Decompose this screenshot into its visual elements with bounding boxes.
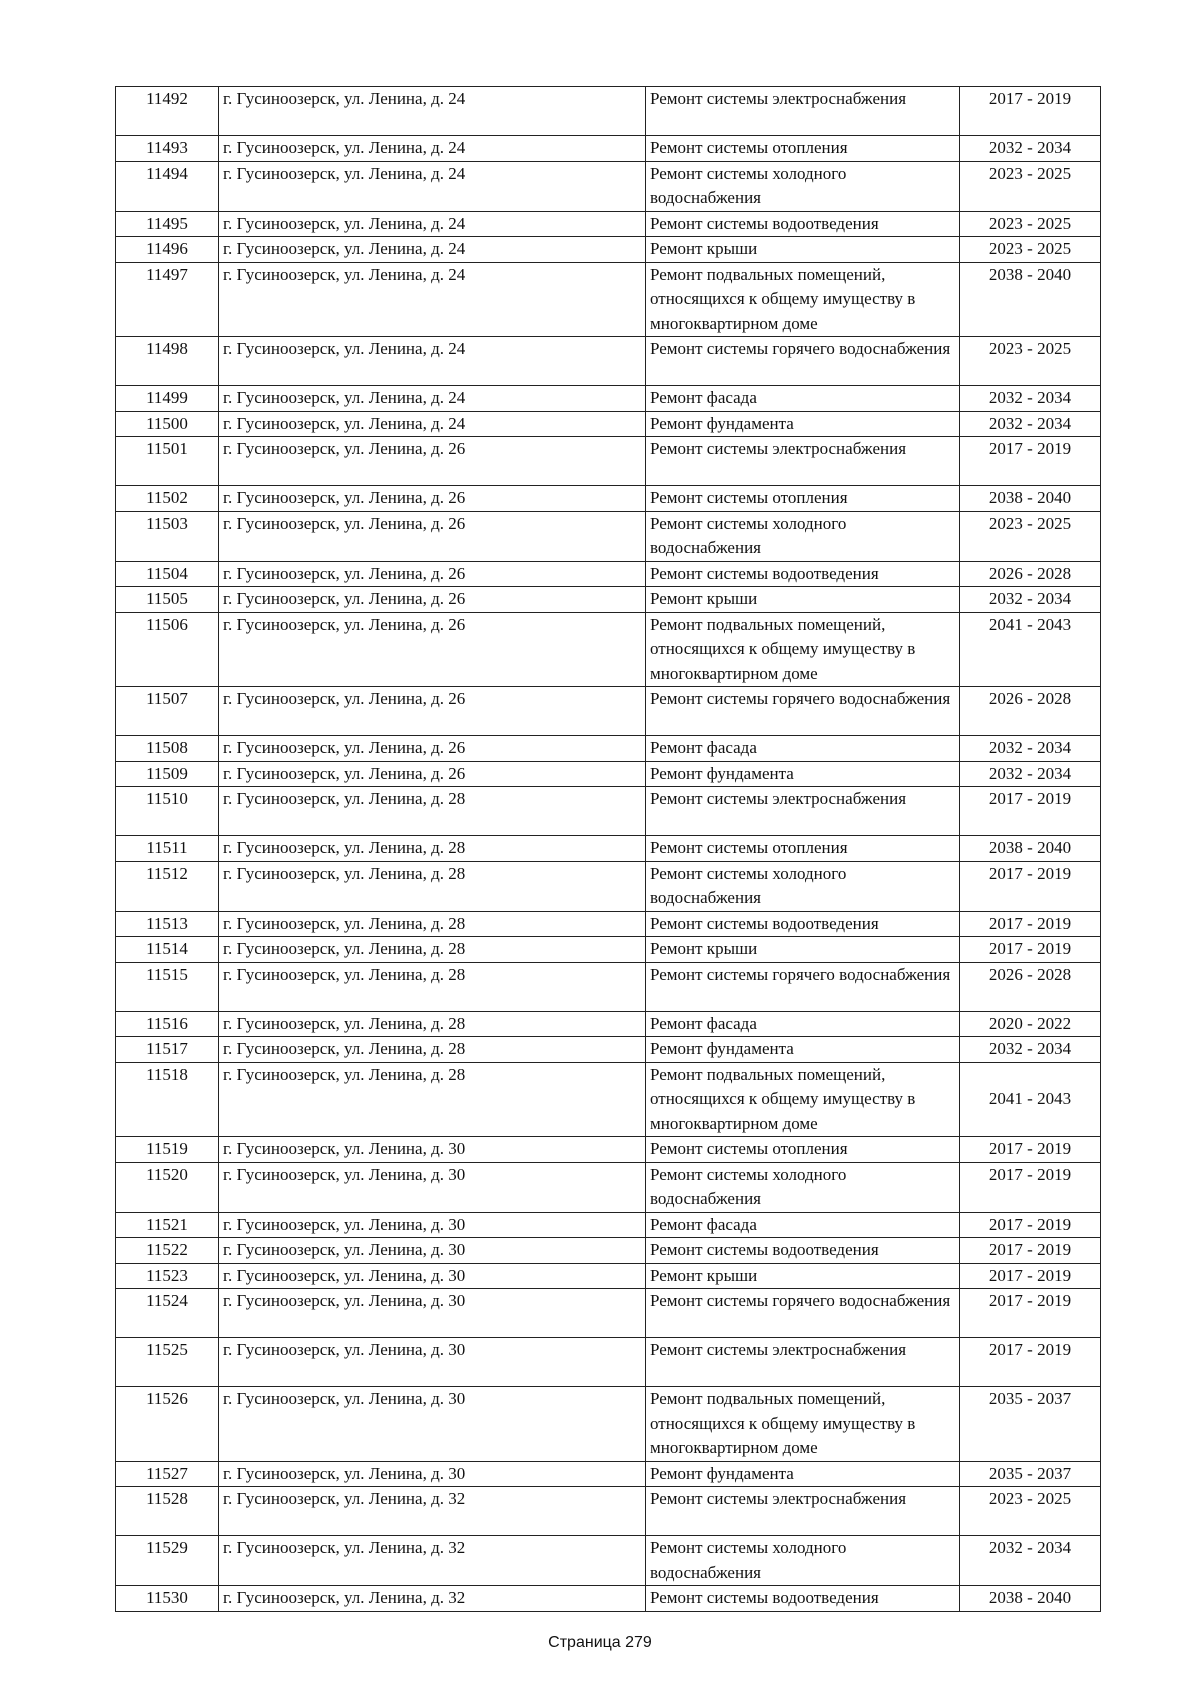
row-number-cell: 11527 [116, 1461, 219, 1487]
work-type-cell: Ремонт системы отопления [646, 1137, 960, 1163]
period-cell: 2032 - 2034 [960, 761, 1101, 787]
period-cell: 2017 - 2019 [960, 437, 1101, 486]
period-cell: 2041 - 2043 [960, 1062, 1101, 1137]
table-row [116, 1586, 1101, 1612]
address-cell: г. Гусиноозерск, ул. Ленина, д. 32 [219, 1536, 646, 1586]
period-cell: 2023 - 2025 [960, 237, 1101, 263]
period-cell: 2020 - 2022 [960, 1011, 1101, 1037]
address-cell: г. Гусиноозерск, ул. Ленина, д. 26 [219, 561, 646, 587]
row-number-cell: 11501 [116, 437, 219, 486]
period-cell: 2017 - 2019 [960, 1137, 1101, 1163]
address-cell: г. Гусиноозерск, ул. Ленина, д. 28 [219, 1037, 646, 1063]
table-row [116, 1387, 1101, 1462]
work-type-cell: Ремонт фундамента [646, 1037, 960, 1063]
table-row [116, 1162, 1101, 1212]
row-number-cell: 11507 [116, 687, 219, 736]
address-cell: г. Гусиноозерск, ул. Ленина, д. 24 [219, 161, 646, 211]
work-type-cell: Ремонт фасада [646, 736, 960, 762]
address-cell: г. Гусиноозерск, ул. Ленина, д. 24 [219, 136, 646, 162]
address-cell: г. Гусиноозерск, ул. Ленина, д. 28 [219, 861, 646, 911]
table-row [116, 761, 1101, 787]
work-type-cell: Ремонт подвальных помещений, относящихся к общему имуществу в многоквартирном доме [646, 262, 960, 337]
address-cell: г. Гусиноозерск, ул. Ленина, д. 32 [219, 1586, 646, 1612]
period-cell: 2017 - 2019 [960, 87, 1101, 136]
row-number-cell: 11503 [116, 511, 219, 561]
period-cell: 2038 - 2040 [960, 262, 1101, 337]
period-cell: 2026 - 2028 [960, 687, 1101, 736]
table-row [116, 1238, 1101, 1264]
address-cell: г. Гусиноозерск, ул. Ленина, д. 28 [219, 937, 646, 963]
row-number-cell: 11508 [116, 736, 219, 762]
table-row [116, 911, 1101, 937]
work-type-cell: Ремонт крыши [646, 237, 960, 263]
table-row [116, 1263, 1101, 1289]
row-number-cell: 11526 [116, 1387, 219, 1462]
work-type-cell: Ремонт системы электроснабжения [646, 787, 960, 836]
table-row [116, 787, 1101, 836]
table-row [116, 486, 1101, 512]
period-cell: 2038 - 2040 [960, 1586, 1101, 1612]
address-cell: г. Гусиноозерск, ул. Ленина, д. 24 [219, 337, 646, 386]
work-type-cell: Ремонт системы водоотведения [646, 1238, 960, 1264]
row-number-cell: 11522 [116, 1238, 219, 1264]
period-cell: 2035 - 2037 [960, 1387, 1101, 1462]
address-cell: г. Гусиноозерск, ул. Ленина, д. 30 [219, 1263, 646, 1289]
period-cell: 2017 - 2019 [960, 1263, 1101, 1289]
address-cell: г. Гусиноозерск, ул. Ленина, д. 26 [219, 511, 646, 561]
row-number-cell: 11515 [116, 962, 219, 1011]
work-type-cell: Ремонт системы электроснабжения [646, 1487, 960, 1536]
work-type-cell: Ремонт системы горячего водоснабжения [646, 687, 960, 736]
work-type-cell: Ремонт фасада [646, 386, 960, 412]
address-cell: г. Гусиноозерск, ул. Ленина, д. 30 [219, 1461, 646, 1487]
table-row [116, 237, 1101, 263]
work-type-cell: Ремонт подвальных помещений, относящихся к общему имуществу в многоквартирном доме [646, 1387, 960, 1462]
address-cell: г. Гусиноозерск, ул. Ленина, д. 30 [219, 1212, 646, 1238]
table-row [116, 836, 1101, 862]
work-type-cell: Ремонт фасада [646, 1011, 960, 1037]
period-cell: 2017 - 2019 [960, 911, 1101, 937]
address-cell: г. Гусиноозерск, ул. Ленина, д. 32 [219, 1487, 646, 1536]
work-type-cell: Ремонт фундамента [646, 761, 960, 787]
address-cell: г. Гусиноозерск, ул. Ленина, д. 28 [219, 962, 646, 1011]
row-number-cell: 11511 [116, 836, 219, 862]
row-number-cell: 11530 [116, 1586, 219, 1612]
address-cell: г. Гусиноозерск, ул. Ленина, д. 24 [219, 237, 646, 263]
period-cell: 2017 - 2019 [960, 1338, 1101, 1387]
period-cell: 2038 - 2040 [960, 836, 1101, 862]
period-cell: 2017 - 2019 [960, 1238, 1101, 1264]
address-cell: г. Гусиноозерск, ул. Ленина, д. 24 [219, 211, 646, 237]
row-number-cell: 11496 [116, 237, 219, 263]
address-cell: г. Гусиноозерск, ул. Ленина, д. 26 [219, 736, 646, 762]
row-number-cell: 11517 [116, 1037, 219, 1063]
address-cell: г. Гусиноозерск, ул. Ленина, д. 24 [219, 262, 646, 337]
table-row [116, 1289, 1101, 1338]
row-number-cell: 11514 [116, 937, 219, 963]
period-cell: 2023 - 2025 [960, 511, 1101, 561]
period-cell: 2017 - 2019 [960, 1212, 1101, 1238]
row-number-cell: 11519 [116, 1137, 219, 1163]
period-cell: 2023 - 2025 [960, 211, 1101, 237]
row-number-cell: 11516 [116, 1011, 219, 1037]
period-cell: 2035 - 2037 [960, 1461, 1101, 1487]
work-type-cell: Ремонт системы электроснабжения [646, 437, 960, 486]
row-number-cell: 11494 [116, 161, 219, 211]
table-row [116, 1487, 1101, 1536]
table-row [116, 337, 1101, 386]
row-number-cell: 11510 [116, 787, 219, 836]
table-row [116, 136, 1101, 162]
row-number-cell: 11505 [116, 587, 219, 613]
table-row [116, 962, 1101, 1011]
table-row [116, 736, 1101, 762]
table-row [116, 1062, 1101, 1137]
work-type-cell: Ремонт системы водоотведения [646, 1586, 960, 1612]
work-type-cell: Ремонт системы водоотведения [646, 561, 960, 587]
period-cell: 2017 - 2019 [960, 787, 1101, 836]
address-cell: г. Гусиноозерск, ул. Ленина, д. 26 [219, 437, 646, 486]
work-type-cell: Ремонт крыши [646, 937, 960, 963]
period-cell: 2026 - 2028 [960, 962, 1101, 1011]
row-number-cell: 11506 [116, 612, 219, 687]
address-cell: г. Гусиноозерск, ул. Ленина, д. 30 [219, 1387, 646, 1462]
period-cell: 2032 - 2034 [960, 411, 1101, 437]
work-type-cell: Ремонт системы холодного водоснабжения [646, 861, 960, 911]
work-type-cell: Ремонт системы водоотведения [646, 911, 960, 937]
address-cell: г. Гусиноозерск, ул. Ленина, д. 26 [219, 761, 646, 787]
period-cell: 2026 - 2028 [960, 561, 1101, 587]
address-cell: г. Гусиноозерск, ул. Ленина, д. 28 [219, 911, 646, 937]
work-type-cell: Ремонт системы водоотведения [646, 211, 960, 237]
table-body [116, 87, 1101, 1612]
work-type-cell: Ремонт крыши [646, 587, 960, 613]
table-row [116, 561, 1101, 587]
work-type-cell: Ремонт фундамента [646, 411, 960, 437]
work-type-cell: Ремонт системы холодного водоснабжения [646, 511, 960, 561]
address-cell: г. Гусиноозерск, ул. Ленина, д. 30 [219, 1162, 646, 1212]
table-row [116, 211, 1101, 237]
period-cell: 2032 - 2034 [960, 736, 1101, 762]
row-number-cell: 11498 [116, 337, 219, 386]
address-cell: г. Гусиноозерск, ул. Ленина, д. 28 [219, 1011, 646, 1037]
row-number-cell: 11524 [116, 1289, 219, 1338]
table-row [116, 1037, 1101, 1063]
table-row [116, 937, 1101, 963]
row-number-cell: 11499 [116, 386, 219, 412]
work-type-cell: Ремонт системы горячего водоснабжения [646, 1289, 960, 1338]
table-row [116, 262, 1101, 337]
address-cell: г. Гусиноозерск, ул. Ленина, д. 24 [219, 411, 646, 437]
period-cell: 2017 - 2019 [960, 861, 1101, 911]
address-cell: г. Гусиноозерск, ул. Ленина, д. 30 [219, 1137, 646, 1163]
table-row [116, 1461, 1101, 1487]
table-row [116, 587, 1101, 613]
table-row [116, 1536, 1101, 1586]
period-cell: 2038 - 2040 [960, 486, 1101, 512]
row-number-cell: 11513 [116, 911, 219, 937]
table-row [116, 511, 1101, 561]
period-cell: 2032 - 2034 [960, 386, 1101, 412]
row-number-cell: 11529 [116, 1536, 219, 1586]
period-cell: 2023 - 2025 [960, 161, 1101, 211]
table-row [116, 687, 1101, 736]
address-cell: г. Гусиноозерск, ул. Ленина, д. 28 [219, 1062, 646, 1137]
row-number-cell: 11520 [116, 1162, 219, 1212]
address-cell: г. Гусиноозерск, ул. Ленина, д. 26 [219, 587, 646, 613]
row-number-cell: 11495 [116, 211, 219, 237]
period-cell: 2023 - 2025 [960, 1487, 1101, 1536]
period-cell: 2032 - 2034 [960, 1037, 1101, 1063]
table-row [116, 87, 1101, 136]
address-cell: г. Гусиноозерск, ул. Ленина, д. 26 [219, 612, 646, 687]
row-number-cell: 11493 [116, 136, 219, 162]
row-number-cell: 11497 [116, 262, 219, 337]
period-cell: 2017 - 2019 [960, 1289, 1101, 1338]
row-number-cell: 11528 [116, 1487, 219, 1536]
period-cell: 2032 - 2034 [960, 1536, 1101, 1586]
repair-schedule-table [115, 86, 1101, 1612]
work-type-cell: Ремонт системы электроснабжения [646, 87, 960, 136]
row-number-cell: 11512 [116, 861, 219, 911]
table-row [116, 386, 1101, 412]
period-cell: 2032 - 2034 [960, 587, 1101, 613]
table-row [116, 437, 1101, 486]
row-number-cell: 11518 [116, 1062, 219, 1137]
row-number-cell: 11504 [116, 561, 219, 587]
work-type-cell: Ремонт системы горячего водоснабжения [646, 962, 960, 1011]
address-cell: г. Гусиноозерск, ул. Ленина, д. 26 [219, 687, 646, 736]
address-cell: г. Гусиноозерск, ул. Ленина, д. 30 [219, 1338, 646, 1387]
table-row [116, 411, 1101, 437]
table-row [116, 612, 1101, 687]
row-number-cell: 11492 [116, 87, 219, 136]
work-type-cell: Ремонт системы отопления [646, 136, 960, 162]
work-type-cell: Ремонт системы горячего водоснабжения [646, 337, 960, 386]
work-type-cell: Ремонт системы холодного водоснабжения [646, 1536, 960, 1586]
work-type-cell: Ремонт системы холодного водоснабжения [646, 161, 960, 211]
row-number-cell: 11521 [116, 1212, 219, 1238]
work-type-cell: Ремонт подвальных помещений, относящихся к общему имуществу в многоквартирном доме [646, 612, 960, 687]
table-row [116, 861, 1101, 911]
row-number-cell: 11500 [116, 411, 219, 437]
row-number-cell: 11509 [116, 761, 219, 787]
page-number: Страница 279 [548, 1634, 652, 1651]
period-cell: 2023 - 2025 [960, 337, 1101, 386]
work-type-cell: Ремонт системы отопления [646, 836, 960, 862]
work-type-cell: Ремонт системы отопления [646, 486, 960, 512]
address-cell: г. Гусиноозерск, ул. Ленина, д. 30 [219, 1238, 646, 1264]
table-row [116, 1137, 1101, 1163]
table-row [116, 1212, 1101, 1238]
period-cell: 2017 - 2019 [960, 1162, 1101, 1212]
work-type-cell: Ремонт фасада [646, 1212, 960, 1238]
address-cell: г. Гусиноозерск, ул. Ленина, д. 30 [219, 1289, 646, 1338]
row-number-cell: 11525 [116, 1338, 219, 1387]
work-type-cell: Ремонт крыши [646, 1263, 960, 1289]
work-type-cell: Ремонт подвальных помещений, относящихся к общему имуществу в многоквартирном доме [646, 1062, 960, 1137]
work-type-cell: Ремонт системы электроснабжения [646, 1338, 960, 1387]
address-cell: г. Гусиноозерск, ул. Ленина, д. 24 [219, 386, 646, 412]
period-cell: 2041 - 2043 [960, 612, 1101, 687]
address-cell: г. Гусиноозерск, ул. Ленина, д. 26 [219, 486, 646, 512]
work-type-cell: Ремонт фундамента [646, 1461, 960, 1487]
row-number-cell: 11502 [116, 486, 219, 512]
period-cell: 2017 - 2019 [960, 937, 1101, 963]
table-row [116, 161, 1101, 211]
period-cell: 2032 - 2034 [960, 136, 1101, 162]
address-cell: г. Гусиноозерск, ул. Ленина, д. 24 [219, 87, 646, 136]
row-number-cell: 11523 [116, 1263, 219, 1289]
table-row [116, 1338, 1101, 1387]
table-row [116, 1011, 1101, 1037]
work-type-cell: Ремонт системы холодного водоснабжения [646, 1162, 960, 1212]
address-cell: г. Гусиноозерск, ул. Ленина, д. 28 [219, 836, 646, 862]
address-cell: г. Гусиноозерск, ул. Ленина, д. 28 [219, 787, 646, 836]
